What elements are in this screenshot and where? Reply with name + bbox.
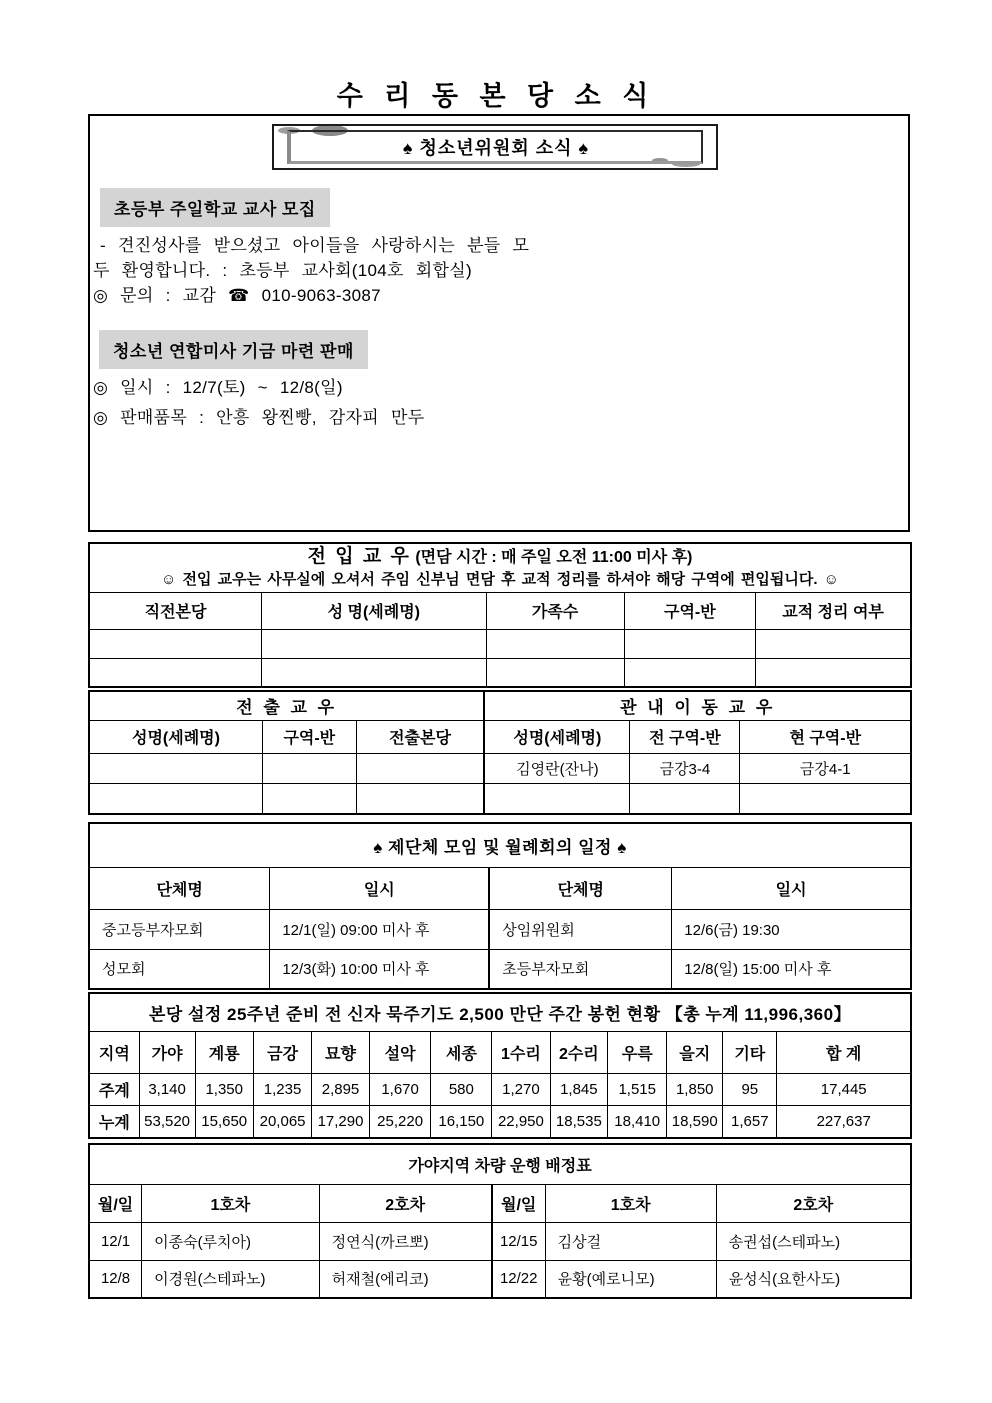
row-header: 누계: [89, 1105, 139, 1138]
table-row: [89, 753, 911, 783]
col-header: 1수리: [492, 1031, 550, 1073]
cell: 580: [431, 1073, 492, 1105]
col-header: 성 명(세례명): [262, 592, 486, 629]
col-header: 직전본당: [89, 592, 262, 629]
col-header: 2수리: [550, 1031, 608, 1073]
cell: 이종숙(루치아): [142, 1222, 320, 1260]
cell: [356, 753, 484, 783]
table-row: [89, 1260, 911, 1298]
transfer-in-header: [89, 543, 911, 592]
cell: 이경원(스테파노): [142, 1260, 320, 1298]
cell: 12/22: [492, 1260, 545, 1298]
cell: [756, 629, 911, 658]
youth-banner-frame: [272, 124, 718, 170]
col-header: 계룡: [195, 1031, 253, 1073]
cell: 1,235: [253, 1073, 311, 1105]
cell: [484, 783, 629, 814]
youth-banner-title: ♠ 청소년위원회 소식 ♠: [287, 130, 703, 164]
cell: 12/15: [492, 1222, 545, 1260]
recruit-section-label: 초등부 주일학교 교사 모집: [100, 188, 330, 227]
cell: [630, 783, 740, 814]
cell: 12/8(일) 15:00 미사 후: [672, 949, 911, 989]
cell: 22,950: [492, 1105, 550, 1138]
cell: 3,140: [139, 1073, 195, 1105]
cell: 16,150: [431, 1105, 492, 1138]
col-header: 구역-반: [624, 592, 756, 629]
cell: 18,535: [550, 1105, 608, 1138]
table-row: [89, 1073, 911, 1105]
cell: [486, 658, 624, 687]
col-header: 묘향: [312, 1031, 370, 1073]
cell: 2,895: [312, 1073, 370, 1105]
vehicle-title: 가야지역 차량 운행 배정표: [89, 1144, 911, 1184]
col-header: 교적 정리 여부: [756, 592, 911, 629]
col-header: 일시: [270, 867, 489, 909]
sale-line-1: ◎ 일시 : 12/7(토) ~ 12/8(일): [93, 378, 343, 397]
cell: 17,290: [312, 1105, 370, 1138]
page-title: 수 리 동 본 당 소 식: [331, 74, 662, 116]
transfer-in-table: [88, 542, 912, 688]
cell: 금강4-1: [740, 753, 911, 783]
cell: 허재철(에리코): [319, 1260, 492, 1298]
sale-section-label: 청소년 연합미사 기금 마련 판매: [99, 330, 368, 369]
table-row: [89, 629, 911, 658]
cell: [89, 629, 262, 658]
cell: [262, 753, 356, 783]
cell: [624, 629, 756, 658]
col-header: 월/일: [89, 1184, 142, 1222]
col-header: 2호차: [319, 1184, 492, 1222]
table-row: [89, 783, 911, 814]
recruit-line-2: 두 환영합니다. : 초등부 교사회(104호 회합실): [93, 261, 472, 280]
cell: 1,350: [195, 1073, 253, 1105]
cell: [89, 753, 262, 783]
cell: 중고등부자모회: [89, 909, 270, 949]
cell: 윤황(예로니모): [545, 1260, 716, 1298]
cell: 1,270: [492, 1073, 550, 1105]
col-header: 합 계: [777, 1031, 911, 1073]
transfer-in-subtitle: ☺ 전입 교우는 사무실에 오셔서 주임 신부님 면담 후 교적 정리를 하셔야 해당 구역에 편입됩니다. ☺: [161, 571, 839, 589]
cell: 15,650: [195, 1105, 253, 1138]
cell: 95: [723, 1073, 777, 1105]
meetings-table: [88, 822, 912, 990]
col-header: 성명(세례명): [89, 720, 262, 753]
col-header: 지역: [89, 1031, 139, 1073]
table-row: [89, 1105, 911, 1138]
cell: [262, 658, 486, 687]
col-header: 을지: [667, 1031, 723, 1073]
cell: 12/1: [89, 1222, 142, 1260]
rosary-table: [88, 992, 912, 1139]
table-row: [89, 1222, 911, 1260]
col-header: 구역-반: [262, 720, 356, 753]
cell: [624, 658, 756, 687]
cell: 정연식(까르뽀): [319, 1222, 492, 1260]
cell: 1,515: [608, 1073, 667, 1105]
transfer-out-move-table: [88, 690, 912, 815]
col-header: 세종: [431, 1031, 492, 1073]
cell: [356, 783, 484, 814]
cell: 초등부자모회: [489, 949, 671, 989]
col-header: 1호차: [142, 1184, 320, 1222]
moved-within-title: 관 내 이 동 교 우: [484, 691, 911, 720]
sale-line-2: ◎ 판매품목 : 안흥 왕찐빵, 감자피 만두: [93, 408, 425, 427]
cell: 윤성식(요한사도): [716, 1260, 911, 1298]
cell: 김영란(잔나): [484, 753, 629, 783]
meetings-title: ♠ 제단체 모임 및 월례회의 일정 ♠: [89, 823, 911, 867]
cell: 20,065: [253, 1105, 311, 1138]
cell: 53,520: [139, 1105, 195, 1138]
cell: [262, 629, 486, 658]
cell: 송권섭(스테파노): [716, 1222, 911, 1260]
col-header: 전출본당: [356, 720, 484, 753]
col-header: 단체명: [89, 867, 270, 909]
cell: [740, 783, 911, 814]
col-header: 월/일: [492, 1184, 545, 1222]
cell: [756, 658, 911, 687]
col-header: 현 구역-반: [740, 720, 911, 753]
col-header: 기타: [723, 1031, 777, 1073]
cell: 1,850: [667, 1073, 723, 1105]
col-header: 가족수: [486, 592, 624, 629]
youth-news-box: [88, 114, 910, 532]
rosary-title: 본당 설정 25주년 준비 전 신자 묵주기도 2,500 만단 주간 봉헌 현황 【총 누계 11,996,360】: [89, 993, 911, 1031]
col-header: 1호차: [545, 1184, 716, 1222]
table-row: [89, 658, 911, 687]
table-row: [89, 909, 911, 949]
cell: [89, 783, 262, 814]
cell: [89, 658, 262, 687]
cell: 12/3(화) 10:00 미사 후: [270, 949, 489, 989]
transfer-in-title-note: (면담 시간 : 매 주일 오전 11:00 미사 후): [410, 549, 693, 567]
cell: 18,410: [608, 1105, 667, 1138]
col-header: 전 구역-반: [630, 720, 740, 753]
cell: 성모회: [89, 949, 270, 989]
col-header: 단체명: [489, 867, 671, 909]
cell: 상임위원회: [489, 909, 671, 949]
table-row: [89, 949, 911, 989]
recruit-line-1: - 견진성사를 받으셨고 아이들을 사랑하시는 분들 모: [100, 236, 530, 255]
cell: [486, 629, 624, 658]
cell: 227,637: [777, 1105, 911, 1138]
col-header: 성명(세례명): [484, 720, 629, 753]
col-header: 2호차: [716, 1184, 911, 1222]
cell: 12/1(일) 09:00 미사 후: [270, 909, 489, 949]
row-header: 주계: [89, 1073, 139, 1105]
transfer-in-title: 전 입 교 우: [307, 546, 411, 568]
col-header: 금강: [253, 1031, 311, 1073]
cell: 금강3-4: [630, 753, 740, 783]
col-header: 가야: [139, 1031, 195, 1073]
col-header: 설악: [369, 1031, 431, 1073]
cell: [262, 783, 356, 814]
cell: 12/8: [89, 1260, 142, 1298]
cell: 17,445: [777, 1073, 911, 1105]
cell: 18,590: [667, 1105, 723, 1138]
cell: 1,670: [369, 1073, 431, 1105]
vehicle-table: [88, 1143, 912, 1299]
col-header: 우륵: [608, 1031, 667, 1073]
col-header: 일시: [672, 867, 911, 909]
cell: 1,845: [550, 1073, 608, 1105]
cell: 12/6(금) 19:30: [672, 909, 911, 949]
recruit-line-3: ◎ 문의 : 교감 ☎ 010-9063-3087: [93, 286, 381, 305]
cell: 김상걸: [545, 1222, 716, 1260]
page-title-row: [0, 74, 992, 116]
cell: 1,657: [723, 1105, 777, 1138]
cell: 25,220: [369, 1105, 431, 1138]
transfer-out-title: 전 출 교 우: [89, 691, 484, 720]
